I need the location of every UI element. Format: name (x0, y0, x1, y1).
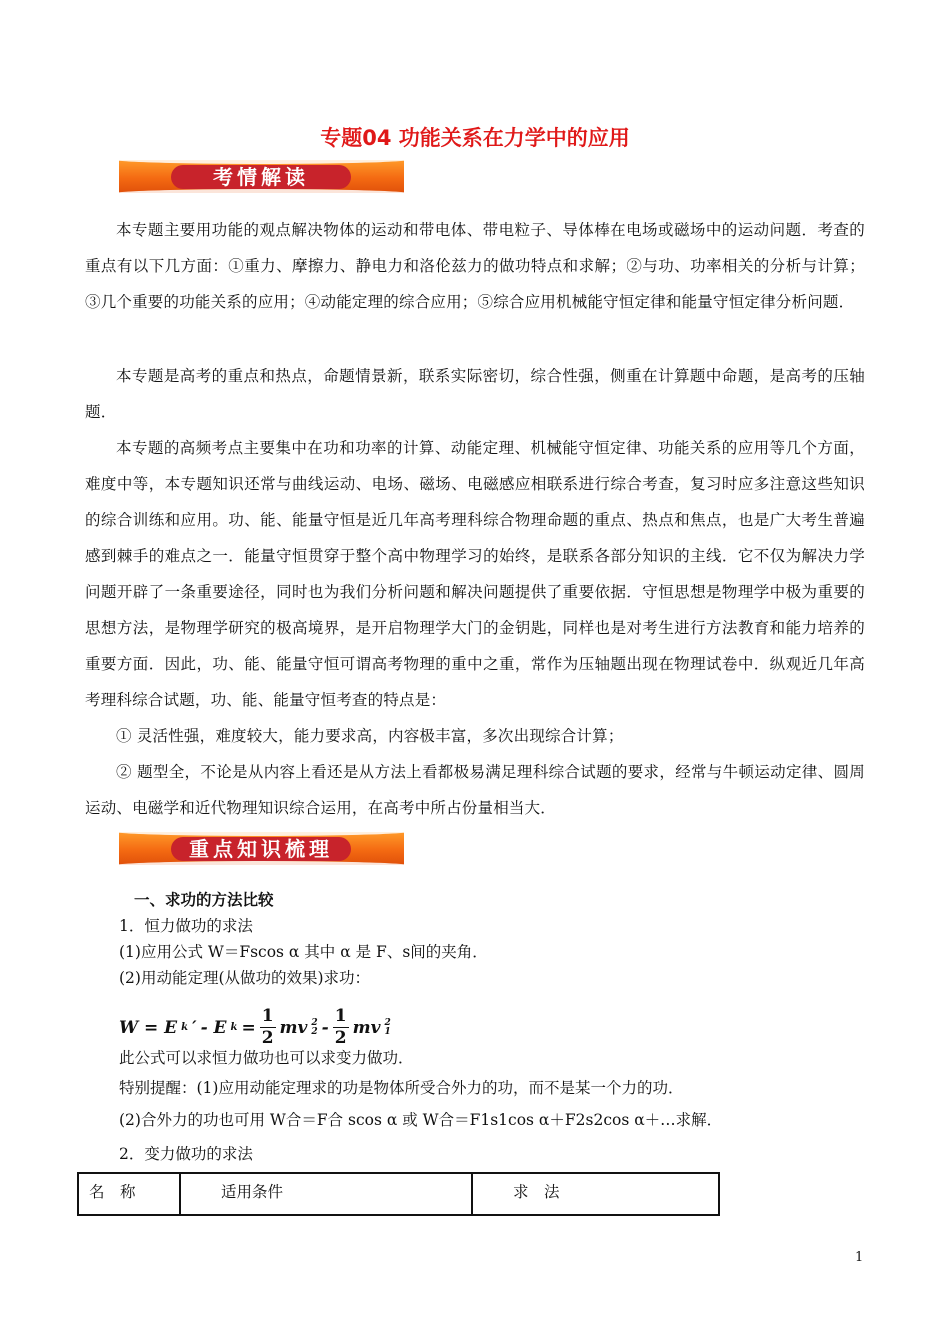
section-banner-exam-analysis (119, 160, 404, 193)
fraction-half: $\frac{1}{2}$ (334, 1006, 347, 1048)
banner-label: 考情解读 (171, 165, 351, 189)
intro-paragraph-5: ② 题型全，不论是从内容上看还是从方法上看都极易满足理科综合试题的要求，经常与牛顿运动定律、圆周运动、电磁学和近代物理知识综合运用，在高考中所占份量相当大． (85, 763, 865, 817)
intro-paragraph-4: ① 灵活性强，难度较大，能力要求高，内容极丰富，多次出现综合计算； (116, 727, 624, 745)
banner-label: 重点知识梳理 (171, 837, 351, 861)
section-banner-key-knowledge (119, 832, 404, 865)
table-header-cell: 名 称 (78, 1173, 180, 1215)
intro-paragraph-2: 本专题是高考的重点和热点，命题情景新，联系实际密切，综合性强，侧重在计算题中命题，是高考的压轴题． (85, 367, 865, 421)
fraction-half: $\frac{1}{2}$ (261, 1006, 274, 1048)
method-item: (1)应用公式 W＝Fscos α 其中 α 是 F、s间的夹角． (119, 943, 488, 961)
table-header-cell: 适用条件 (180, 1173, 472, 1215)
method-item: (2)用动能定理(从做功的效果)求功： (119, 969, 371, 987)
page-number: 1 (855, 1250, 864, 1265)
intro-paragraph-3: 本专题的高频考点主要集中在功和功率的计算、动能定理、机械能守恒定律、功能关系的应用等几个方面，难度中等，本专题知识还常与曲线运动、电场、磁场、电磁感应相联系进行综合考查，复习时应多注意这些知识的综合训练和应用。功、能、能量守恒是近几年高考理科综合物理命题的重点、热点和焦点，也是广大考生普遍感到棘手的难点之一．能量守恒贯穿于整个高中物理学习的始终，是联系各部分知识的主线．它不仅为解决力学问题开辟了一条重要途径，同时也为我们分析问题和解决问题提供了重要依据．守恒思想是物理学中极为重要的思想方法，是物理学研究的极高境界，是开启物理学大门的金钥匙，同样也是对考生进行方法教育和能力培养的重要方面．因此，功、能、能量守恒可谓高考物理的重中之重，常作为压轴题出现在物理试卷中．纵观近几年高考理科综合试题，功、能、能量守恒考查的特点是： (85, 439, 865, 709)
note-line: 特别提醒：(1)应用动能定理求的功是物体所受合外力的功，而不是某一个力的功． (119, 1079, 684, 1097)
document-title: 专题04 功能关系在力学中的应用 (320, 126, 630, 150)
work-energy-formula: W = E k ′ - E k = $\frac{1}{2}$ mv 2 2 - $\frac{1}{2}$ mv 2 1 (119, 1006, 391, 1048)
subsection-heading: 1．恒力做功的求法 (119, 917, 253, 935)
intro-paragraph-1: 本专题主要用功能的观点解决物体的运动和带电体、带电粒子、导体棒在电场或磁场中的运动问题．考查的重点有以下几方面：①重力、摩擦力、静电力和洛伦兹力的做功特点和求解；②与功、功率相关的分析与计算；③几个重要的功能关系的应用；④动能定理的综合应用；⑤综合应用机械能守恒定律和能量守恒定律分析问题． (85, 221, 865, 311)
table-header-row (78, 1173, 719, 1215)
note-line: (2)合外力的功也可用 W合＝F合 scos α 或 W合＝F1s1cos α＋F2s2cos α＋…求解． (119, 1111, 723, 1129)
section-heading: 一、求功的方法比较 (134, 890, 274, 909)
table-header-cell: 求 法 (472, 1173, 719, 1215)
subsection-heading: 2．变力做功的求法 (119, 1145, 253, 1163)
note-line: 此公式可以求恒力做功也可以求变力做功． (119, 1049, 414, 1067)
variable-force-methods-table (77, 1172, 720, 1216)
